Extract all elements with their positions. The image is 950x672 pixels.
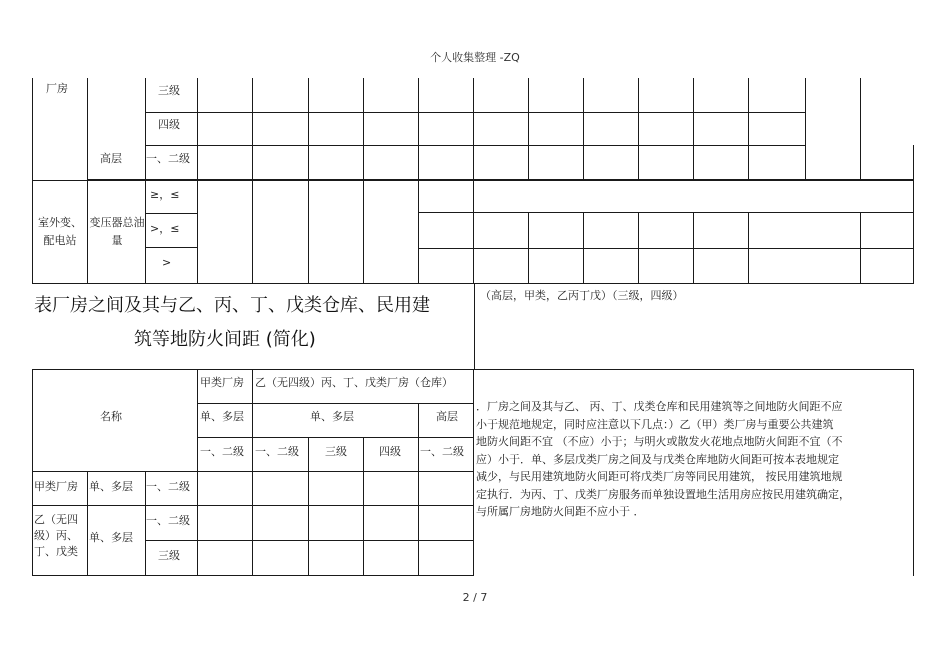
high-rise-header: 高层 — [436, 410, 458, 423]
grade12-col-2: 一、二级 — [255, 445, 299, 458]
substation-label: 室外变、配电站 — [38, 216, 82, 247]
grade4-col: 四级 — [379, 445, 401, 458]
transformer-label: 变压器总油量 — [89, 216, 145, 247]
gt-le-label: >，≤ — [150, 222, 180, 235]
note-top: （高层，甲类，乙丙丁戊）（三级，四级） — [480, 289, 684, 302]
para-line: 与所属厂房地防火间距不应小于 ． — [476, 505, 645, 518]
row-jia-grade12: 一、二级 — [146, 480, 190, 493]
para-line: 地防火间距不宜 （不应）小于；与明火或散发火花地点地防火间距不宜（不 — [476, 435, 843, 448]
page-number: 2 / 7 — [462, 591, 488, 604]
factory-label: 厂房 — [46, 82, 68, 95]
grade3-label: 三级 — [158, 84, 180, 97]
grade12-label: 一、二级 — [146, 152, 190, 165]
para-line: ．厂房之间及其与乙、 丙、丁、戊类仓库和民用建筑等之间地防火间距不应 — [476, 400, 843, 413]
ge-le-label: ≥，≤ — [150, 188, 180, 201]
para-line: 小于规范地规定，同时应注意以下几点：）乙（甲）类厂房与重要公共建筑 — [476, 417, 834, 431]
row-yi-grade3: 三级 — [158, 549, 180, 562]
grade4-label: 四级 — [158, 118, 180, 131]
gt-label: > — [162, 256, 172, 269]
grade3-col: 三级 — [325, 445, 347, 458]
page-header: 个人收集整理 -ZQ — [430, 51, 520, 64]
row-jia-factory: 甲类厂房 — [34, 480, 78, 493]
row-yi-single-multi: 单、多层 — [89, 531, 133, 544]
notes-paragraph — [476, 398, 850, 521]
high-rise-label: 高层 — [100, 152, 122, 165]
para-line: 定执行．为丙、丁、戊类厂房服务而单独设置地生活用房应按民用建筑确定， — [476, 487, 850, 501]
table-title-line2: 筑等地防火间距 (简化) — [134, 329, 316, 350]
para-line: 减少，与民用建筑地防火间距可将戊类厂房等同民用建筑， 按民用建筑地规 — [476, 470, 843, 483]
grade12-col-3: 一、二级 — [420, 445, 464, 458]
name-header: 名称 — [100, 410, 122, 423]
row-yi-grade12: 一、二级 — [146, 514, 190, 527]
row-yi-factory: 乙（无四级）丙、丁、戊类 — [34, 513, 78, 558]
jia-factory-header: 甲类厂房 — [200, 376, 244, 389]
single-multi-header-2: 单、多层 — [310, 410, 354, 423]
row-jia-single-multi: 单、多层 — [89, 480, 133, 493]
yi-factory-header: 乙（无四级）丙、丁、戊类厂房（仓库） — [255, 376, 453, 389]
table-title-line1: 表厂房之间及其与乙、丙、丁、戊类仓库、民用建 — [34, 295, 430, 316]
para-line: 应）小于．单、多层戊类厂房之间及与戊类仓库地防火间距可按本表地规定 — [476, 452, 839, 466]
grade12-col-1: 一、二级 — [200, 445, 244, 458]
single-multi-header-1: 单、多层 — [200, 410, 244, 423]
